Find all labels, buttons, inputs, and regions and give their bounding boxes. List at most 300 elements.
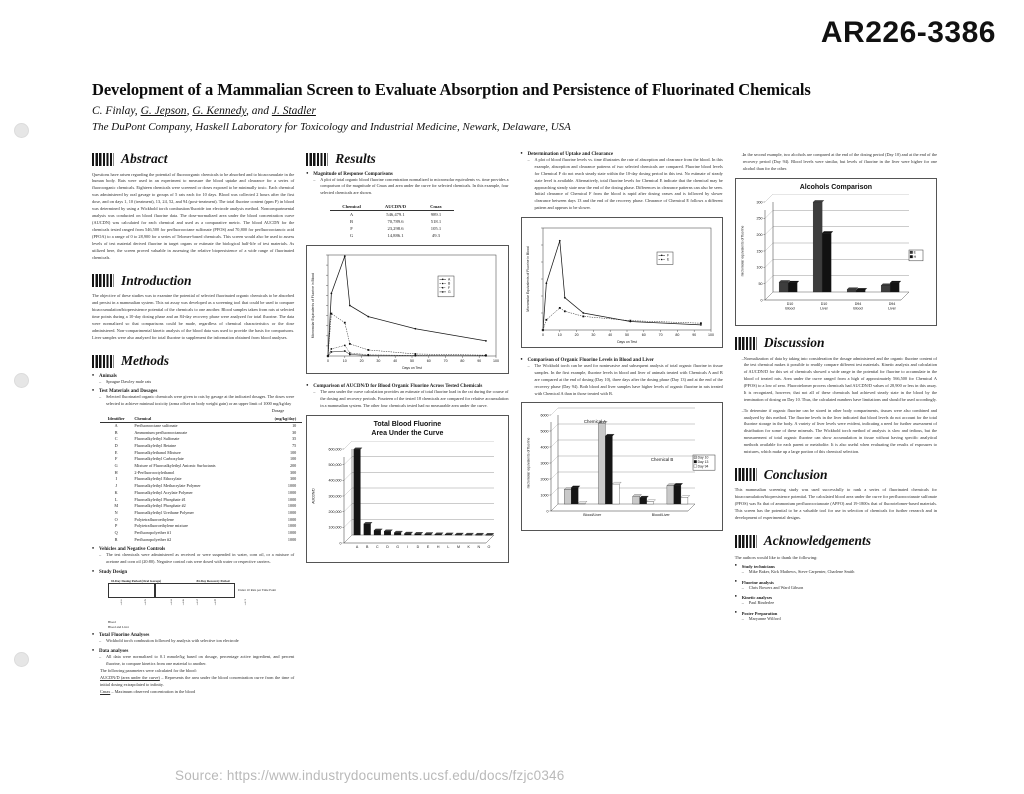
recovery-period-box [155, 583, 235, 598]
chemical-identifier: I [115, 476, 117, 482]
svg-text:80: 80 [460, 359, 465, 364]
svg-text:400,000: 400,000 [328, 478, 342, 483]
document-id: AR226-3386 [820, 16, 996, 49]
svg-text:B: B [366, 544, 369, 549]
section-title: Results [335, 151, 376, 166]
chemical-dosage: 1000 [287, 536, 297, 542]
table-row [100, 422, 302, 429]
subsection-title: • Vehicles and Negative Controls [92, 547, 294, 552]
col-dosage: (mg/kg/day) [250, 416, 303, 422]
chemical-name: Polytetrafluoroethylene mixture [134, 523, 188, 529]
subsection-body: – Wickbold torch combustion followed by analysis with selective ion electrode [92, 638, 294, 645]
auc-cell: A [349, 212, 354, 218]
introduction-body: The objective of these studies was to examine the potential of selected fluorinated organic chemicals to be absorbed and persist in a mammalian system. This rat assay was developed as a screening tool that could be used to compare bioaccumulation/biopersistence potential of the chemicals to one another. Blood samples taken from rats at selected time points during a 10-day dosing phase and an 84-day recovery phase were analyzed for total fluorine. The data were normalized so that comparisons could be made, regardless of chemical characteristics or the dose administered. Non-compartmental kinetic analysis of the blood data was used to provide the basis for comparisons. Liver samples were also analyzed for total fluorine to supplement the information obtained from blood analyses. [92, 293, 295, 341]
subsection-title: • Data analyses [92, 649, 294, 654]
barcode-mark-icon [92, 153, 115, 166]
uptake-body: – A plot of blood fluorine levels vs. time illustrates the rate of absorption and clearance from the blood. In this example, absorption and clearance patterns of two selected chemicals are compared. Fluorine blood levels for Chemical F do not reach steady state within the 10-day dosing period in this test. No estimate of steady state level is available. Alternatively, total fluorine levels for Chemical E indicate that the chemical may be approaching steady state near the end of the dosing phase. Differences in clearance patterns can also be seen. Initial clearance of Chemical F from the blood is rapid after dosing ceases and is followed by slower clearance between days 13 and the end of the recovery phase. Clearance of Chemical E follows a different pattern and appears to be slower. [521, 157, 723, 212]
auc-cell: F [350, 226, 353, 232]
chemical-name: Mixture of Fluoroalkylethyl Anionic Surfactants [134, 463, 216, 469]
table-row [100, 523, 302, 530]
auc-cell: 70,789.6 [387, 219, 404, 225]
svg-text:Days on Test: Days on Test [616, 340, 637, 344]
svg-text:A: A [356, 544, 359, 549]
column-results-right [521, 152, 723, 708]
table-row [100, 449, 302, 456]
parameter-auc [92, 675, 294, 689]
svg-text:80: 80 [674, 333, 679, 337]
chart-title-line-1: Total Blood Fluorine [373, 420, 442, 428]
table-row [330, 218, 454, 225]
svg-text:0: 0 [339, 540, 342, 545]
svg-text:600,000: 600,000 [328, 446, 342, 451]
abstract-heading [92, 152, 294, 166]
chemical-name: Perfluorooctane sulfonate [134, 422, 178, 428]
chemical-identifier: C [114, 436, 118, 442]
chart-line-2 [525, 222, 719, 344]
svg-text:I: I [407, 544, 409, 549]
discussion-heading [735, 336, 937, 350]
svg-text:Day 94: Day 94 [697, 464, 708, 469]
subsection-title-uptake: • Determination of Uptake and Clearance [521, 152, 723, 157]
dosing-period-box [108, 583, 155, 598]
subsection-title-organ-fluorine: • Comparison of Organic Fluorine Levels in Blood and Liver [521, 358, 723, 363]
study-design-side-note: Under 10 Rats per Time Point [237, 588, 276, 593]
author-separator: , [186, 105, 193, 117]
figure-total-blood-fluorine-auc [306, 415, 508, 563]
figure-alcohols-comparison [735, 178, 937, 326]
svg-text:200: 200 [756, 233, 763, 238]
phase-1-label: 10-Day Dosing Period (Oral Gavage) [110, 578, 162, 583]
svg-text:20: 20 [574, 333, 579, 337]
punch-hole [14, 652, 29, 667]
subsection-title: • Study Design [92, 570, 294, 575]
subsection-body: – Selected fluorinated organic chemicals were given to rats by gavage at the indicated dosages. The doses were selected to achieve minimal toxicity (arma offset on body weight gain) or an upper limit of 1000 mg/kg/day [92, 394, 294, 408]
svg-text:E: E [666, 257, 669, 262]
section-methods [92, 353, 297, 695]
chemical-name: Perfluoropolyether #2 [134, 536, 172, 542]
col-identifier: Identifier [100, 416, 132, 422]
auc-cell: 49.3 [431, 233, 440, 239]
svg-text:50: 50 [758, 282, 763, 287]
author-2: G. Jepson [140, 105, 187, 117]
chemical-identifier: L [114, 496, 118, 502]
table-header-row [330, 203, 454, 211]
svg-text:Chemical A: Chemical A [583, 419, 606, 425]
chemical-dosage: 100 [289, 449, 297, 455]
subsection-body: – The test chemicals were administered as received or were suspended in water, corn oil, or a mixture of acetone and corn oil (20:80). Negative control rats were dosed with water or respective carriers. [92, 552, 294, 566]
svg-text:L: L [447, 544, 450, 549]
table-row [100, 476, 302, 483]
section-title: Conclusion [763, 466, 828, 482]
punch-hole [14, 373, 29, 388]
chemical-identifier: M [114, 503, 119, 509]
source-footer: Source: https://www.industrydocuments.ucsf.edu/docs/fzjc0346 [175, 768, 565, 783]
chemical-name: Polytetrafluoroethylene [134, 516, 174, 522]
svg-text:AUCDN/D: AUCDN/D [311, 487, 316, 504]
svg-text:micromolar equivalents of fluo: micromolar equivalents of fluorine [740, 225, 745, 277]
acknowledgements-list [735, 564, 937, 624]
figure-blood-liver-comparison [521, 402, 723, 531]
magnitude-body: – A plot of total organic blood fluorine concentration normalized to micromolar equivalents vs. time provides a comparison of the magnitude of Cmax and area under the curve for selected chemicals. In this example, four selected chemicals are shown. [306, 177, 508, 198]
chemical-dosage: 1000 [287, 523, 297, 529]
figure-blood-fluorine-time-2 [521, 217, 723, 348]
section-introduction [92, 274, 294, 342]
results-heading [306, 152, 508, 166]
svg-text:6000: 6000 [540, 413, 548, 418]
svg-text:Blood/Liver: Blood/Liver [651, 513, 670, 518]
svg-text:30: 30 [590, 333, 595, 337]
svg-text:Blood/Liver: Blood/Liver [582, 513, 601, 518]
figure-blood-fluorine-time-1 [306, 245, 508, 374]
svg-text:Days on Test: Days on Test [402, 366, 423, 371]
svg-text:90: 90 [691, 333, 696, 337]
barcode-mark-icon [306, 153, 329, 166]
chemical-dosage: 1000 [287, 483, 297, 489]
timepoint-marker: 2 ↑ [143, 597, 147, 607]
svg-text:Blood: Blood [785, 306, 795, 311]
svg-text:5000: 5000 [540, 429, 548, 434]
section-title: Discussion [763, 335, 825, 351]
acknowledgement-names: – Chris Bowers and Ward Gibson [735, 585, 937, 592]
column-results-left [306, 152, 508, 708]
svg-text:A: A [448, 277, 451, 282]
chart-bar-blood-liver [525, 407, 719, 527]
svg-text:Micromolar Equivalents of Fluo: Micromolar Equivalents of Fluorine in Blood [311, 272, 316, 339]
auc-comparison-body: – The area under the curve calculation provides an estimate of total fluorine load in the rat during the course of the dosing and recovery periods. Fourteen of the tested 18 chemicals are compared for relative accumulation in a mammalian system. The other four chemicals tested had no measurable area under the curve. [306, 389, 508, 410]
chemical-name: Ammonium perfluorooctanoate [134, 429, 188, 435]
study-design-timepoints [108, 598, 276, 614]
chemical-dosage: 1000 [287, 516, 297, 522]
svg-text:B: B [448, 281, 451, 286]
svg-text:G: G [396, 544, 400, 549]
timepoint-marker: 1 ↑ [119, 597, 123, 607]
auc-cell: 105.1 [430, 226, 442, 232]
svg-text:O: O [487, 544, 491, 549]
chemical-name: Perfluoropolyether #1 [134, 529, 172, 535]
chemical-name: Fluoroalkylethyl Betaine [134, 443, 177, 449]
table-row [100, 483, 302, 490]
timepoint-marker: 3 ↑ [169, 597, 173, 607]
auc-column-header: AUCDN/D [373, 203, 418, 211]
section-title: Methods [121, 353, 170, 369]
methods-heading [92, 354, 294, 368]
chemical-name: Fluoroalkylethyl Acrylate Polymer [134, 489, 193, 495]
barcode-mark-icon [92, 274, 115, 287]
acknowledgement-category: • Fluorine analysis [735, 580, 937, 585]
table-row [100, 470, 302, 477]
page-title: Development of a Mammalian Screen to Evaluate Absorption and Persistence of Fluorinated Chemicals [92, 80, 811, 99]
chemical-identifier: F [115, 456, 118, 462]
svg-text:E: E [427, 544, 430, 549]
chemical-identifier: H [114, 469, 118, 475]
svg-text:100: 100 [707, 333, 714, 337]
svg-text:60: 60 [641, 333, 646, 337]
chemical-dosage: 300 [289, 476, 297, 482]
discussion-text-1: Normalization of data by taking into consideration the dosage administered and the organic fluorine content of the test chemical makes it possible to readily compare different test materials. Kinetic analysis and calculation of AUCDN/D for this set of chemicals showed a wide range in the potential for fluorine to accumulate in the blood of treated rats. Area under the curve ranged from a high of approximately 566,500 for Chemical A (PFOS) to a low of zero. Fluorotelomer process chemicals had AUCDN/D values of 28,900 or less in this assay. It is recognized, however, that not all of these chemicals had achieved steady state in the blood by the termination of dosing on Day 10. Thus, the calculated numbers have limitations and should be used accordingly. [743, 355, 937, 402]
line-chart-1-svg [310, 250, 502, 370]
chart-title: Alcohols Comparison [799, 183, 873, 191]
conclusion-heading [735, 468, 937, 482]
blood-liver-bar-chart-svg [525, 407, 717, 527]
study-design-diagram [108, 579, 276, 614]
methods-study-design [92, 570, 294, 630]
chemical-name: Fluoroalkylethyl Carboxylate [134, 456, 184, 462]
svg-text:D10: D10 [820, 302, 828, 307]
author-list [92, 105, 937, 117]
svg-text:D94: D94 [888, 302, 896, 307]
svg-text:F: F [666, 253, 669, 258]
study-design-note [108, 620, 294, 630]
table-row [100, 503, 302, 510]
discussion-point-2 [735, 408, 937, 456]
svg-text:Chemical B: Chemical B [650, 457, 673, 463]
discussion-text-2: To determine if organic fluorine can be stored in other body compartments, tissues were also combined and analyzed by this method. The fluorine levels in the liver indicated that blood levels do not account for the total fluorine storage in the body. A variety of liver levels were evident, indicating a need for further assessment of distribution for some of these minerals. The Wickbold torch method of analysis is slow and tedious, but the measurement of total organic fluorine can show accumulation in tissue without having specific analytical methods available for each parent or metabolite. It is also useful when evaluating the results of exposures to mixtures, which make up a large portion of this chemical selection. [743, 407, 937, 454]
subsection-title-magnitude: • Magnitude of Response Comparisons [306, 172, 508, 177]
auc-bar-chart-svg [310, 441, 502, 559]
table-row [100, 456, 302, 463]
section-acknowledgements [735, 534, 937, 623]
introduction-heading [92, 274, 294, 288]
svg-text:K: K [467, 544, 471, 549]
svg-text:micromolar equivalents of fluo: micromolar equivalents of fluorine [526, 438, 530, 489]
author-1: C. Finlay, [92, 105, 141, 117]
chemical-identifier: N [114, 509, 118, 515]
chemical-identifier: D [114, 443, 118, 449]
table-row [100, 443, 302, 450]
methods-data-analyses [92, 649, 294, 695]
chemical-dosage: 75 [292, 443, 297, 449]
subsection-body: – Sprague Dawley male rats [92, 379, 294, 386]
table-row [100, 516, 302, 523]
acknowledgement-category: • Study technicians [735, 564, 937, 569]
auc-cell: 518.1 [430, 219, 442, 225]
svg-text:Micromolar Equivalents of Fluo: Micromolar Equivalents of Fluorine in Blood [525, 246, 530, 312]
chemical-name: Fluoroalkylethyl Sulfonate [134, 436, 180, 442]
svg-text:H: H [437, 544, 440, 549]
acknowledgement-names: – Paul Rinderlee [735, 600, 937, 607]
table-row [330, 211, 454, 219]
note-blood-liver: Blood and Liver [108, 624, 129, 629]
table-row [100, 463, 302, 470]
timepoint-marker: 4 ↑ [181, 597, 185, 607]
parameters-intro: The following parameters were calculated for the blood: [100, 668, 197, 674]
col-chemical: Chemical [132, 416, 249, 422]
chemical-dosage: 300 [289, 469, 297, 475]
organ-fluorine-body: – The Wickbold torch can be used for noninvasive and subsequent analysis of total organic fluorine in tissue samples. In the first example, fluorine levels in blood and liver of animals treated with Chemicals A and B are compared at the end of dosing (Day 10), three days after the dosing phase (Day 13) and at the end of the recovery phase (Day 94). Both blood and liver samples have higher levels of organic fluorine in rats treated with Chemical A than in those treated with B. [521, 363, 723, 397]
phase-2-label: 84-Day Recovery Period [196, 578, 230, 583]
parameter-term: AUCDN/D (area under the curve) [100, 674, 160, 680]
svg-text:Liver: Liver [887, 306, 896, 311]
svg-text:Day 13: Day 13 [697, 460, 708, 465]
list-item [735, 580, 937, 592]
methods-vehicles [92, 547, 294, 566]
parameter-cmax [92, 689, 294, 696]
svg-text:90: 90 [477, 359, 482, 364]
poster-sheet [92, 80, 937, 740]
chart-bar-auc [310, 441, 504, 559]
chart-title [310, 420, 504, 439]
chemical-identifier: P [115, 523, 118, 529]
svg-text:4000: 4000 [540, 445, 548, 450]
list-item [735, 564, 937, 576]
svg-text:300,000: 300,000 [328, 493, 342, 498]
chemical-name: Fluoroalkylethyl Ethoxylate [134, 476, 182, 482]
auc-cell: 14,886.1 [387, 233, 404, 239]
timepoint-marker: 5 ↑ [195, 597, 199, 607]
table-row [330, 232, 454, 239]
author-4: J. Stadler [271, 105, 316, 117]
auc-column-header: Cmax [418, 203, 454, 211]
svg-text:150: 150 [756, 249, 763, 254]
punch-hole [14, 123, 29, 138]
section-title: Introduction [121, 272, 192, 288]
acknowledgement-names: – Mike Baker, Kirk Mathews, Steve Carpenter, Charlene Smith [735, 569, 937, 576]
table-row [100, 490, 302, 497]
chart-bar-alcohols [739, 194, 933, 322]
svg-text:Liver: Liver [819, 306, 828, 311]
barcode-mark-icon [735, 468, 758, 481]
auc-cell: 546,479.1 [386, 212, 405, 218]
chemical-name: Fluoroalkylethanol Mixture [134, 449, 181, 455]
author-separator: , and [245, 105, 272, 117]
auc-cell: 23,298.6 [387, 226, 404, 232]
svg-text:50: 50 [410, 359, 415, 364]
svg-text:H: H [913, 255, 916, 260]
methods-animals [92, 374, 294, 386]
acknowledgements-heading [735, 534, 937, 548]
svg-text:M: M [457, 544, 461, 549]
svg-text:250: 250 [756, 216, 763, 221]
svg-text:0: 0 [541, 333, 544, 337]
chemical-dosage: 1000 [287, 529, 297, 535]
table-row [100, 429, 302, 436]
note-blood: Blood [108, 619, 116, 624]
chemical-identifier: R [114, 536, 118, 542]
chemical-identifier: B [114, 429, 118, 435]
barcode-mark-icon [735, 535, 758, 548]
svg-text:0: 0 [327, 359, 330, 364]
study-design-bars [108, 583, 276, 598]
table-row [100, 536, 302, 543]
svg-text:C: C [376, 544, 379, 549]
svg-text:10: 10 [343, 359, 348, 364]
auc-summary-table [330, 203, 454, 239]
table-row [100, 510, 302, 517]
chart-title-line-2: Area Under the Curve [371, 430, 444, 438]
chemicals-table [100, 416, 302, 543]
timepoint-marker: 6 ↑ [213, 597, 217, 607]
chemical-name: Fluoroalkylethyl Urethane Polymer [134, 509, 194, 515]
svg-text:3000: 3000 [540, 461, 548, 466]
svg-text:1000: 1000 [540, 493, 548, 498]
section-abstract [92, 152, 294, 262]
table-row [330, 225, 454, 232]
methods-total-fluorine [92, 633, 294, 645]
line-chart-2-svg [525, 222, 717, 344]
abstract-body: Questions have arisen regarding the potential of fluoroorganic chemicals to be absorbed and to bioaccumulate in the human body. Rats were used in an experiment to measure the blood uptake and clearance for a series of fluoroorganic chemicals. Eighteen chemicals were screened or doses exposed to be minimally toxic. Each chemical was administered by oral gavage to groups of 5 rats each for 10 days. Blood was collected 2 hours after the first dose, and on days 1, 10 (treatment), 13, 24, 52, and 94 (post-treatment). The total fluorine content (ppm F) in blood was determined by using a Wickbold torch combustion/fluoride ion electrode analysis method. Noncompartmental analysis was conducted on blood fluorine data. The dose-normalized area under the blood concentration curve (AUCDN) was calculated for each chemical and used as a comparative metric. The blood AUCDN for the chemicals tested ranged from 546,500 for perfluorooctane sulfonate (PFOS) and 70,800 for perfluorooctanoic acid (PFOA) to a range of 0 to 28,900 for a series of Telomer-based chemicals. This screen would also be used to assess levels of test material derived fluorine in target organs or estimate the biological half-life of test materials. As utilized here, the screen proved valuable in assessing the relative biopersistence of a wide range of fluorinated chemicals. [92, 171, 295, 260]
section-title: Abstract [121, 151, 168, 166]
svg-text:20: 20 [359, 359, 364, 364]
auc-cell: B [350, 219, 354, 225]
chemical-identifier: A [114, 422, 118, 428]
svg-text:300: 300 [756, 200, 763, 205]
list-item [735, 595, 937, 607]
column-left [92, 151, 297, 708]
subsection-title: • Total Fluorine Analyses [92, 633, 294, 638]
svg-text:Blood: Blood [853, 306, 863, 311]
section-conclusion [735, 468, 937, 522]
alcohols-bar-chart-svg [739, 194, 931, 322]
list-item [735, 611, 937, 623]
poster-columns [92, 152, 937, 708]
chemical-name: 2-Perfluorooctylethanol [134, 469, 175, 475]
svg-text:100,000: 100,000 [328, 525, 342, 530]
chemical-identifier: G [114, 463, 118, 469]
chemical-dosage: 35 [292, 436, 297, 442]
acknowledgement-category: • Kinetic analyses [735, 595, 937, 600]
svg-text:60: 60 [427, 359, 432, 364]
auc-column-header: Chemical [330, 203, 373, 211]
table-row [100, 530, 302, 537]
svg-text:100: 100 [493, 359, 500, 364]
svg-text:70: 70 [443, 359, 448, 364]
subsection-title: • Animals [92, 374, 294, 379]
section-title: Acknowledgements [763, 533, 871, 549]
parameter-definition: – Maximum observed concentration in the blood [110, 688, 196, 694]
svg-text:D: D [386, 544, 390, 549]
chemical-dosage: 1000 [287, 503, 297, 509]
svg-text:Day 10: Day 10 [697, 455, 708, 460]
timepoint-marker: 7 ↑ [243, 597, 247, 607]
svg-text:50: 50 [624, 333, 629, 337]
section-discussion [735, 336, 937, 456]
auc-cell: 989.1 [430, 212, 442, 218]
discussion-point-1 [735, 356, 937, 404]
svg-text:E: E [913, 250, 916, 255]
affiliation: The DuPont Company, Haskell Laboratory for Toxicology and Industrial Medicine, Newark, Delaware, USA [92, 121, 571, 133]
chemical-dosage: 100 [289, 456, 297, 462]
chemical-dosage: 30 [292, 429, 297, 435]
svg-text:200,000: 200,000 [328, 509, 342, 514]
subsection-title: • Test Materials and Dosages [92, 389, 294, 394]
chemical-identifier: E [114, 449, 118, 455]
conclusion-body: This mammalian screening study was used successfully to rank a series of fluorinated chemicals for bioaccumulation/biopersistence potential. The calculated blood area under the curve for perfluorooctanate sulfonate (PFOS) was 8x that of ammonium perfluorooctanoate (APFO) and 19-1800x that of fluorotelomer-based materials. This screen has the potential to be a valuable tool for use in selection of chemicals for further research and in development of experimental designs. [734, 487, 937, 521]
parameter-term: Cmax [100, 688, 111, 694]
chemical-dosage: 1000 [287, 489, 297, 495]
acknowledgement-names: – Maryanne Wilford [735, 616, 937, 623]
svg-text:40: 40 [393, 359, 398, 364]
chemical-identifier: Q [114, 529, 118, 535]
svg-text:100: 100 [756, 265, 763, 270]
acknowledgement-category: • Poster Preparation [735, 611, 937, 616]
chemical-dosage: 200 [289, 463, 297, 469]
svg-text:40: 40 [607, 333, 612, 337]
svg-text:0: 0 [546, 509, 548, 514]
column-discussion [735, 152, 937, 708]
barcode-mark-icon [735, 337, 758, 350]
chemical-identifier: O [114, 516, 118, 522]
subsection-body: – All data were normalized to 0.1 mmole/kg based on dosage, percentage active ingredient, and percent fluorine, to compare kinetics from one material to another. [92, 654, 294, 668]
svg-text:30: 30 [376, 359, 381, 364]
parameter-definition: – Represents the area under the blood concentration curve from the time of initial dosing extrapolated to infinity. [100, 674, 295, 687]
svg-text:10: 10 [557, 333, 562, 337]
chemical-name: Fluoroalkylethyl Phosphate #1 [134, 496, 186, 502]
author-3: G. Kennedy [192, 105, 246, 117]
table-row [100, 496, 302, 503]
table-row [100, 436, 302, 443]
svg-text:D10: D10 [786, 302, 794, 307]
svg-text:N: N [477, 544, 481, 549]
